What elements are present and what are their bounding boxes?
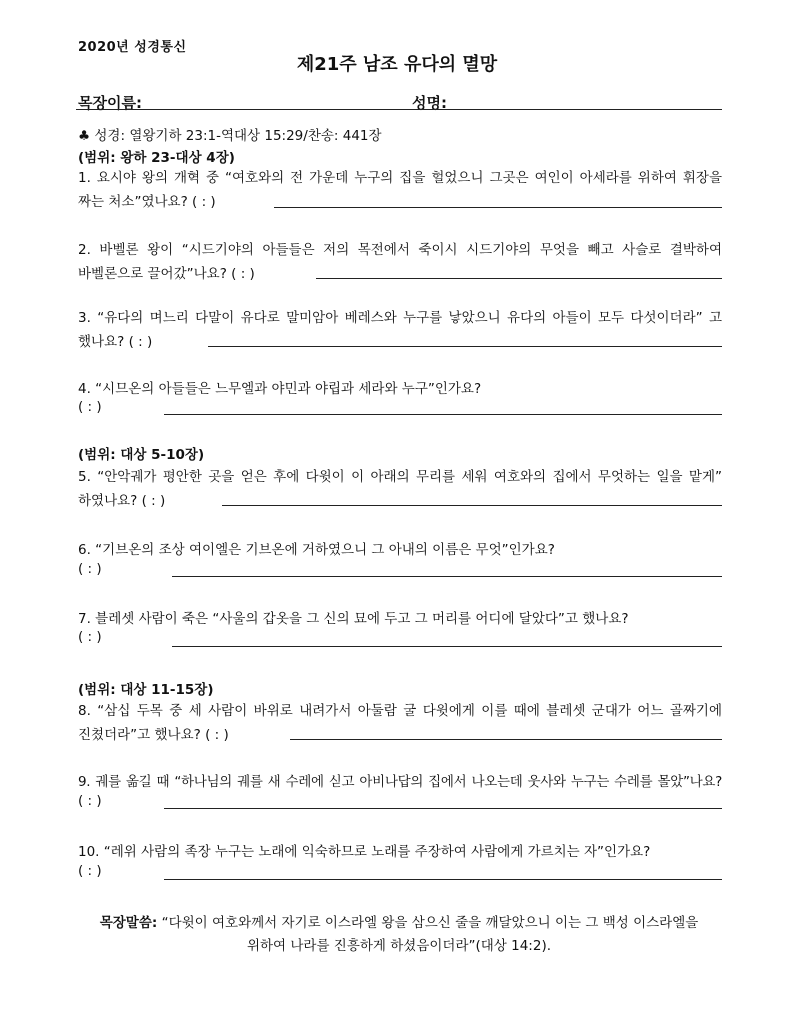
- page-title: 제21주 남조 유다의 멸망: [296, 54, 498, 75]
- answer-line-1[interactable]: [274, 207, 722, 208]
- question-9-cont: ( : ): [78, 793, 102, 809]
- answer-line-3[interactable]: [208, 346, 722, 347]
- answer-line-8[interactable]: [290, 739, 722, 740]
- name-label: 성명:: [412, 94, 447, 112]
- header-underline: [76, 109, 722, 110]
- question-7-text: 7. 블레셋 사람이 죽은 “사울의 갑옷을 그 신의 묘에 두고 그 머리를 어디에 달았다”고 했나요?: [78, 611, 629, 627]
- answer-line-2[interactable]: [316, 278, 722, 279]
- question-9-text: 9. 궤를 옮길 때 “하나님의 궤를 새 수레에 싣고 아비나답의 집에서 나오는데 웃사와 누구는 수레를 몰았”나요?: [78, 774, 722, 790]
- question-4-cont: ( : ): [78, 399, 102, 415]
- question-10-text: 10. “레위 사람의 족장 누구는 노래에 익숙하므로 노래를 주장하여 사람에게 가르치는 자”인가요?: [78, 844, 651, 860]
- question-6-text: 6. “기브온의 조상 여이엘은 기브온에 거하였으니 그 아내의 이름은 무엇”인가요?: [78, 542, 555, 558]
- question-8-cont: 진쳤더라”고 했나요? ( : ): [78, 727, 229, 743]
- range-label: (범위: 대상 5-10장): [78, 447, 205, 463]
- corner-label: 2020년 성경통신: [78, 40, 187, 55]
- question-2-cont: 바벨론으로 끌어갔”나요? ( : ): [78, 266, 255, 282]
- scripture-line: ♣ 성경: 열왕기하 23:1-역대상 15:29/찬송: 441장: [78, 128, 382, 144]
- question-2-text: 2. 바벨론 왕이 “시드기야의 아들들은 저의 목전에서 죽이시 시드기야의 무엇을 빼고 사슬로 결박하여: [78, 242, 722, 258]
- question-8-text: 8. “삼십 두목 중 세 사람이 바위로 내려가서 아둘람 굴 다윗에게 이를 때에 블레셋 군대가 어느 골짜기에: [78, 703, 722, 719]
- range-label: (범위: 대상 11-15장): [78, 682, 214, 698]
- question-4-text: 4. “시므온의 아들들은 느무엘과 야민과 야립과 세라와 누구”인가요?: [78, 381, 482, 397]
- question-1-text: 1. 요시야 왕의 개혁 중 “여호와의 전 가운데 누구의 집을 헐었으니 그곳은 여인이 아세라를 위하여 휘장을: [78, 170, 722, 186]
- memory-verse: [76, 911, 722, 931]
- memory-verse-label: 목장말씀:: [99, 915, 158, 931]
- question-5-text: 5. “안악궤가 평안한 곳을 얻은 후에 다윗이 이 아래의 무리를 세워 여호와의 집에서 무엇하는 일을 맡게”: [78, 469, 722, 485]
- question-6-cont: ( : ): [78, 561, 102, 577]
- question-5-cont: 하였나요? ( : ): [78, 493, 166, 509]
- question-10-cont: ( : ): [78, 863, 102, 879]
- memory-verse-line2: 위하여 나라를 진흥하게 하셨음이더라”(대상 14:2).: [246, 938, 552, 954]
- question-7-cont: ( : ): [78, 629, 102, 645]
- answer-line-4[interactable]: [164, 414, 722, 415]
- question-1-cont: 짜는 처소”였나요? ( : ): [78, 194, 216, 210]
- answer-line-9[interactable]: [164, 808, 722, 809]
- answer-line-5[interactable]: [222, 505, 722, 506]
- question-3-cont: 했나요? ( : ): [78, 334, 153, 350]
- answer-line-6[interactable]: [172, 576, 722, 577]
- memory-verse-line1: “다윗이 여호와께서 자기로 이스라엘 왕을 삼으신 줄을 깨달았으니 이는 그 백성 이스라엘을: [161, 915, 699, 931]
- answer-line-7[interactable]: [172, 646, 722, 647]
- range-label: (범위: 왕하 23-대상 4장): [78, 150, 235, 166]
- answer-line-10[interactable]: [164, 879, 722, 880]
- group-name-label: 목장이름:: [78, 94, 142, 112]
- question-3-text: 3. “유다의 며느리 다말이 유다로 말미암아 베레스와 누구를 낳았으니 유다의 아들이 모두 다섯이더라” 고: [78, 310, 722, 326]
